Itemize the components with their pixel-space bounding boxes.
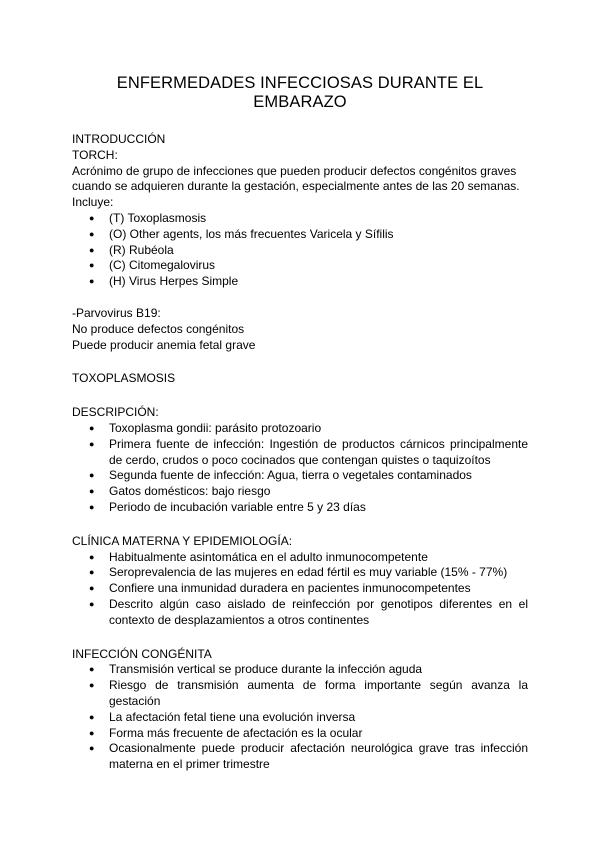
list-item: ● Habitualmente asintomática en el adulto inmunocompetente <box>89 549 428 564</box>
intro-heading: INTRODUCCIÓN <box>72 132 166 146</box>
bullet-icon: ● <box>89 711 95 722</box>
document-title: ENFERMEDADES INFECCIOSAS DURANTE EL EMBARAZO <box>116 74 484 111</box>
bullet-icon: ● <box>89 276 95 287</box>
list-item: ● Ocasionalmente puede producir afectación neurológica grave tras infección materna en el primer trimestre <box>89 741 528 772</box>
bullet-icon: ● <box>89 567 95 578</box>
bullet-icon: ● <box>89 260 95 271</box>
torch-subheading: TORCH: <box>72 147 118 162</box>
list-item: ● Periodo de incubación variable entre 5 y 23 días <box>89 499 366 514</box>
list-item: ● (C) Citomegalovirus <box>89 258 216 273</box>
bullet-icon: ● <box>89 727 95 738</box>
bullet-icon: ● <box>89 501 95 512</box>
bullet-icon: ● <box>89 664 95 675</box>
descripcion-list <box>72 421 528 516</box>
list-item: ● Descrito algún caso aislado de reinfección por genotipos diferentes en el contexto de desplazamientos a otros continentes <box>89 596 528 627</box>
bullet-icon: ● <box>89 598 95 609</box>
clinica-list <box>72 550 528 629</box>
list-item: ● (H) Virus Herpes Simple <box>89 274 239 289</box>
bullet-icon: ● <box>89 551 95 562</box>
bullet-icon: ● <box>89 228 95 239</box>
bullet-icon: ● <box>89 212 95 223</box>
bullet-icon: ● <box>89 470 95 481</box>
bullet-icon: ● <box>89 583 95 594</box>
torch-description: Acrónimo de grupo de infecciones que pueden producir defectos congénitos graves cuando se adquieren durante la gestación, especialmente antes de las 20 semanas. <box>72 163 520 194</box>
descripcion-heading: DESCRIPCIÓN: <box>72 405 159 420</box>
list-item: ● Gatos domésticos: bajo riesgo <box>89 484 271 499</box>
bullet-icon: ● <box>89 244 95 255</box>
list-item: ● Primera fuente de infección: Ingestión de productos cárnicos principalmente de cerdo, crudos o poco cocinados que contengan quistes o taquizoítos <box>89 436 528 467</box>
list-item: ● Forma más frecuente de afectación es la ocular <box>89 725 363 740</box>
list-item: ● (T) Toxoplasmosis <box>89 210 207 225</box>
list-item: ● Seroprevalencia de las mujeres en edad fértil es muy variable (15% - 77%) <box>89 565 508 580</box>
bullet-icon: ● <box>89 680 95 691</box>
parvovirus-line-2: Puede producir anemia fetal grave <box>72 337 256 352</box>
bullet-icon: ● <box>89 486 95 497</box>
list-item: ● (R) Rubéola <box>89 242 174 257</box>
parvovirus-title: -Parvovirus B19: <box>72 305 161 320</box>
list-item: ● Segunda fuente de infección: Agua, tierra o vegetales contaminados <box>89 468 472 483</box>
list-item: ● (O) Other agents, los más frecuentes Varicela y Sífilis <box>89 226 394 241</box>
list-item: ● Transmisión vertical se produce durante la infección aguda <box>89 662 423 677</box>
list-item: ● Riesgo de transmisión aumenta de forma importante según avanza la gestación <box>89 678 528 708</box>
torch-list <box>72 211 528 290</box>
clinica-heading: CLÍNICA MATERNA Y EPIDEMIOLOGÍA: <box>72 533 293 548</box>
includes-label: Incluye: <box>72 195 114 210</box>
bullet-icon: ● <box>89 422 95 433</box>
bullet-icon: ● <box>89 438 95 449</box>
list-item: ● Confiere una inmunidad duradera en pacientes inmunocompetentes <box>89 581 471 596</box>
list-item: ● Toxoplasma gondii: parásito protozoario <box>89 420 322 435</box>
toxoplasmosis-heading: TOXOPLASMOSIS <box>72 371 176 386</box>
list-item: ● La afectación fetal tiene una evolución inversa <box>89 709 356 724</box>
bullet-icon: ● <box>89 743 95 754</box>
congenita-list <box>72 662 528 773</box>
congenita-heading: INFECCIÓN CONGÉNITA <box>72 646 212 661</box>
parvovirus-line-1: No produce defectos congénitos <box>72 321 245 336</box>
